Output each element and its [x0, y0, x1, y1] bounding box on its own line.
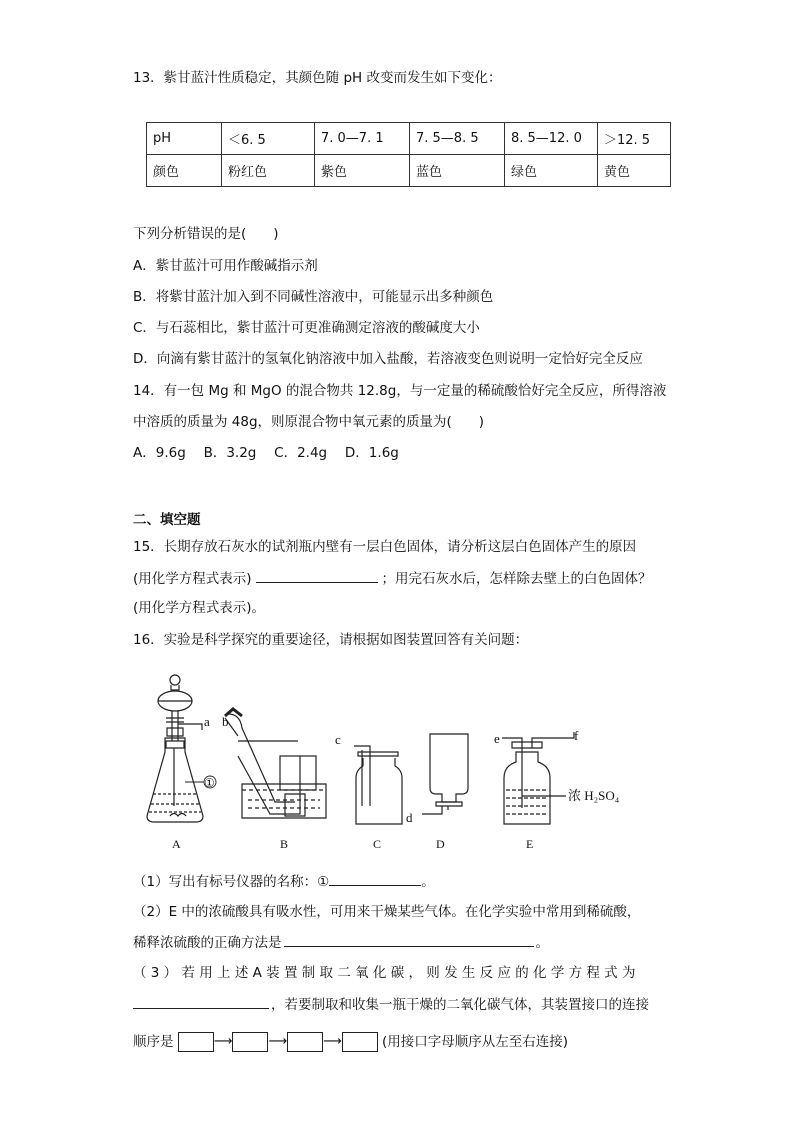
q15-line3: (用化学方程式表示)。 [133, 600, 266, 616]
q16-part1-start: （1）写出有标号仪器的名称：① [133, 874, 330, 890]
answer-blank[interactable] [329, 871, 421, 886]
table-cell: 绿色 [505, 155, 598, 187]
label-port-d: d [406, 810, 413, 825]
label-port-c: c [335, 732, 341, 747]
table-cell: 7. 0—7. 1 [315, 123, 410, 155]
label-h2so4: 浓 H₂SO₄ [568, 788, 620, 803]
label-port-b: b [222, 714, 229, 729]
section-title: 二、填空题 [133, 512, 201, 528]
q16-part3-line3-start: 顺序是 [133, 1034, 174, 1050]
label-port-e: e [494, 731, 500, 746]
q16-part3-line3 [133, 1032, 568, 1052]
table-cell: ＜6. 5 [222, 123, 315, 155]
arrow-icon: ⟶ [213, 1034, 233, 1049]
q15-line2-end: ；用完石灰水后，怎样除去壁上的白色固体？ [381, 571, 652, 587]
q13-option-c: C．与石蕊相比，紫甘蓝汁可更准确测定溶液的酸碱度大小 [133, 320, 480, 336]
table-cell: 8. 5—12. 0 [505, 123, 598, 155]
q16-part3-line2-text: ，若要制取和收集一瓶干燥的二氧化碳气体，其装置接口的连接 [271, 997, 649, 1013]
answer-blank[interactable] [133, 994, 269, 1009]
q16-part3-line3-end: (用接口字母顺序从左至右连接) [382, 1034, 569, 1050]
q16-part3-line2 [133, 994, 649, 1015]
table-cell: 蓝色 [410, 155, 505, 187]
q13-option-b: B．将紫甘蓝汁加入到不同碱性溶液中，可能显示出多种颜色 [133, 289, 494, 305]
q14-line2: 中溶质的质量为 48g，则原混合物中氧元素的质量为( ) [133, 414, 485, 430]
q15-line1: 15．长期存放石灰水的试剂瓶内壁有一层白色固体，请分析这层白色固体产生的原因 [133, 539, 637, 555]
q14-options: A．9.6g B．3.2g C．2.4g D．1.6g [133, 445, 399, 461]
q16-part2-start: 稀释浓硫酸的正确方法是 [133, 935, 282, 951]
q15-line2 [133, 568, 652, 589]
q16-stem: 16．实验是科学探究的重要途径，请根据如图装置回答有关问题： [133, 632, 529, 648]
caption-e: E [526, 837, 534, 851]
label-port-a: a [204, 714, 210, 729]
table-cell: ＞12. 5 [598, 123, 671, 155]
q14-line1: 14．有一包 Mg 和 MgO 的混合物共 12.8g，与一定量的稀硫酸恰好完全反应，所得溶液 [133, 383, 667, 399]
q13-stem: 13．紫甘蓝汁性质稳定，其颜色随 pH 改变而发生如下变化： [133, 70, 502, 86]
arrow-icon: ⟶ [268, 1034, 288, 1049]
answer-blank[interactable] [256, 568, 378, 583]
q15-line2-start: (用化学方程式表示) [133, 571, 252, 587]
apparatus-b [225, 709, 326, 818]
arrow-icon: ⟶ [323, 1034, 342, 1049]
answer-blank[interactable] [284, 932, 534, 947]
q16-part1 [133, 871, 435, 892]
apparatus-c [354, 746, 402, 824]
table-row [147, 123, 671, 155]
caption-d: D [436, 837, 445, 851]
q16-part2-line1: （2）E 中的浓硫酸具有吸水性，可用来干燥某些气体。在化学实验中常用到稀硫酸， [133, 904, 641, 920]
table-cell: 7. 5—8. 5 [410, 123, 505, 155]
apparatus-e [502, 732, 574, 824]
q13-option-d: D．向滴有紫甘蓝汁的氢氧化钠溶液中加入盐酸，若溶液变色则说明一定恰好完全反应 [133, 351, 643, 367]
answer-box[interactable] [287, 1032, 323, 1052]
label-marker-1: ① [204, 776, 215, 790]
q13-option-a: A．紫甘蓝汁可用作酸碱指示剂 [133, 258, 318, 274]
answer-box[interactable] [232, 1032, 268, 1052]
caption-a: A [172, 837, 181, 851]
table-cell: 粉红色 [222, 155, 315, 187]
q16-part2-line2 [133, 932, 549, 953]
table-cell: pH [147, 123, 222, 155]
apparatus-d [422, 734, 468, 814]
q13-question: 下列分析错误的是( ) [133, 226, 279, 242]
answer-box[interactable] [342, 1032, 378, 1052]
table-cell: 紫色 [315, 155, 410, 187]
ph-color-table [146, 122, 671, 187]
caption-c: C [373, 837, 382, 851]
q16-part2-end: 。 [535, 935, 549, 951]
label-port-f: f [574, 728, 579, 743]
caption-b: B [280, 837, 289, 851]
apparatus-figure [130, 666, 650, 858]
answer-box[interactable] [178, 1032, 214, 1052]
q16-part3-line1: （ 3 ） 若 用 上 述 A 装 置 制 取 二 氧 化 碳 ， 则 发 生 反 应 的 化 学 方 程 式 为 [133, 965, 636, 981]
table-cell: 黄色 [598, 155, 671, 187]
table-row [147, 155, 671, 187]
apparatus-a [147, 675, 216, 822]
q16-part1-end: 。 [421, 874, 435, 890]
table-cell: 颜色 [147, 155, 222, 187]
